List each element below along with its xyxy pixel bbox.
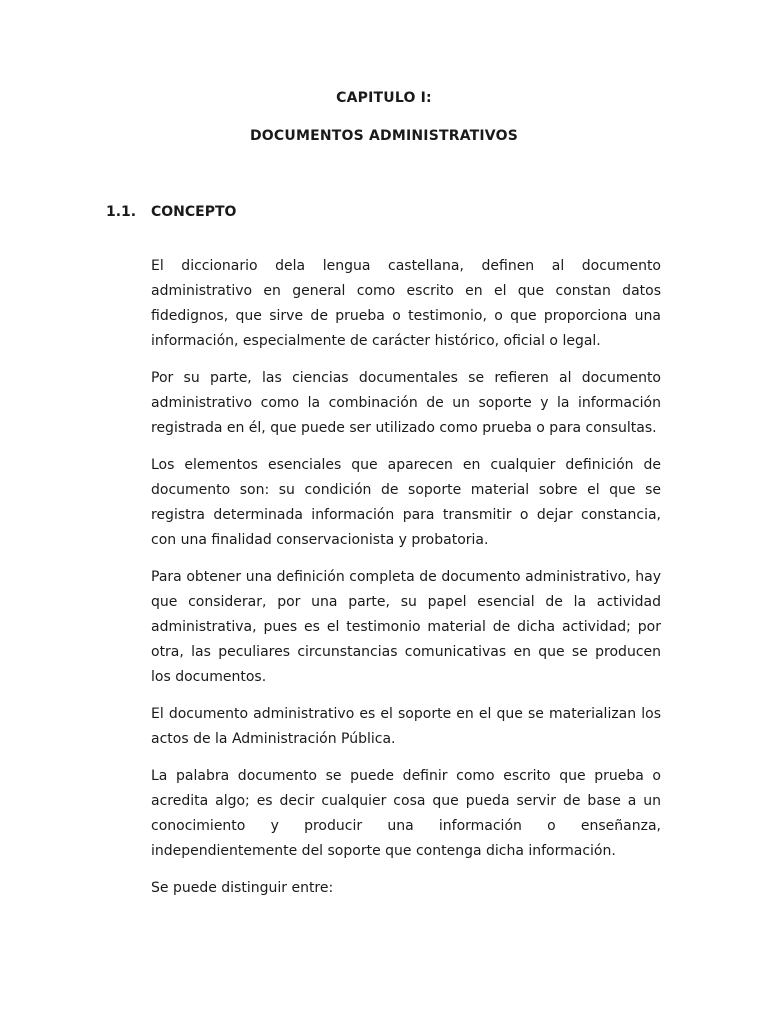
- paragraph: El documento administrativo es el soporte en el que se materializan los actos de la Administración Pública.: [151, 706, 661, 747]
- section-title: CONCEPTO: [151, 204, 237, 220]
- chapter-title: CAPITULO I:: [336, 90, 432, 106]
- section-number: 1.1.: [106, 204, 137, 220]
- paragraph: El diccionario dela lengua castellana, definen al documento administrativo en general como escrito en el que constan datos fidedignos, que sirve de prueba o testimonio, o que proporciona una información, especialmente de carácter histórico, oficial o legal.: [151, 258, 661, 349]
- paragraph: Por su parte, las ciencias documentales se refieren al documento administrativo como la combinación de un soporte y la información registrada en él, que puede ser utilizado como prueba o para consultas.: [151, 370, 661, 436]
- paragraph: La palabra documento se puede definir como escrito que prueba o acredita algo; es decir cualquier cosa que pueda servir de base a un conocimiento y producir una información o enseñanza, independientemente del soporte que contenga dicha información.: [151, 768, 661, 859]
- chapter-subtitle: DOCUMENTOS ADMINISTRATIVOS: [249, 128, 518, 144]
- paragraph: Los elementos esenciales que aparecen en cualquier definición de documento son: su condición de soporte material sobre el que se registra determinada información para transmitir o dejar constancia, con una finalidad conservacionista y probatoria.: [151, 457, 661, 548]
- section-heading: [106, 204, 236, 220]
- paragraph: Se puede distinguir entre:: [151, 880, 334, 896]
- body-text: [151, 254, 661, 913]
- paragraph: Para obtener una definición completa de documento administrativo, hay que considerar, por una parte, su papel esencial de la actividad administrativa, pues es el testimonio material de dicha actividad; por otra, las peculiares circunstancias comunicativas en que se producen los documentos.: [151, 569, 661, 685]
